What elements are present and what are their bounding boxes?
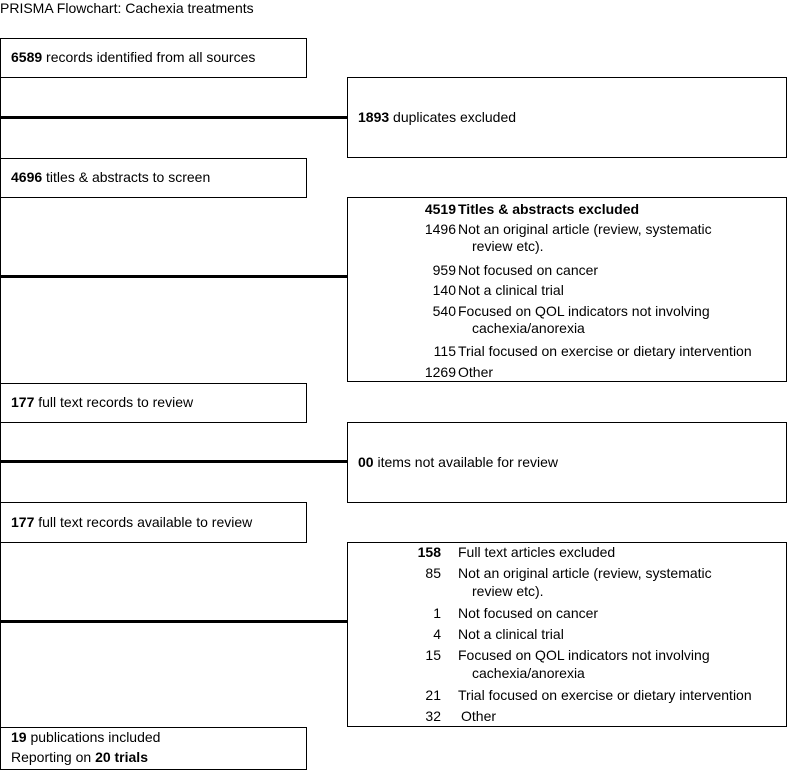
exclusion-count: 115 [433,343,456,359]
fulltext-exclusions-total: 158 [417,544,441,560]
connector-horizontal-not-available [0,460,348,463]
full-text-text: full text records to review [38,394,194,410]
exclusion-label-cont: review etc). [472,583,544,599]
connector-vertical-2 [0,198,1,383]
exclusion-label: Other [461,708,497,724]
connector-vertical-4 [0,543,1,727]
duplicates-text: duplicates excluded [393,109,517,125]
exclusion-count: 1269 [424,364,456,380]
exclusion-label: Not a clinical trial [458,282,564,298]
diagram-title: PRISMA Flowchart: Cachexia treatments [0,0,254,16]
exclusion-label-cont: cachexia/anorexia [472,665,585,681]
included-trials: 20 trials [95,749,148,765]
duplicates-box [347,77,787,158]
included-count: 19 [11,729,27,745]
exclusion-count: 21 [425,687,441,703]
exclusion-label: Not an original article (review, systematic [458,565,712,581]
connector-horizontal-duplicates [0,116,348,119]
not-available-box [347,422,787,503]
full-text-box [0,383,307,423]
identified-count: 6589 [11,49,43,65]
exclusion-label: Not an original article (review, systematic [458,221,712,237]
available-box [0,502,307,543]
screen-box [0,158,307,198]
title-exclusions-heading: Titles & abstracts excluded [458,201,640,217]
fulltext-exclusions-heading: Full text articles excluded [458,544,616,560]
exclusion-count: 140 [432,282,456,298]
exclusion-label: Focused on QOL indicators not involving [458,303,710,319]
exclusion-label-cont: cachexia/anorexia [472,320,585,336]
screen-text: titles & abstracts to screen [46,169,211,185]
exclusion-label: Not focused on cancer [458,262,599,278]
title-exclusions-total: 4519 [424,201,456,217]
screen-count: 4696 [11,169,43,185]
exclusion-label-cont: review etc). [472,238,544,254]
title-exclusions-box [347,197,787,382]
available-text: full text records available to review [38,514,253,530]
exclusion-count: 4 [433,626,441,642]
connector-horizontal-title-exclusions [0,275,348,278]
identified-text: records identified from all sources [46,49,256,65]
exclusion-count: 1 [433,605,441,621]
exclusion-count: 959 [432,262,456,278]
exclusion-count: 1496 [424,221,456,237]
not-available-count: 00 [358,454,374,470]
connector-horizontal-fulltext-exclusions [0,620,348,623]
identified-box [0,38,307,78]
exclusion-label: Trial focused on exercise or dietary intervention [458,343,752,359]
full-text-count: 177 [11,394,35,410]
duplicates-count: 1893 [358,109,390,125]
exclusion-count: 15 [425,647,441,663]
exclusion-count: 540 [432,303,456,319]
exclusion-label: Other [458,364,494,380]
exclusion-label: Focused on QOL indicators not involving [458,647,710,663]
included-text: publications included [30,729,161,745]
included-line2-prefix: Reporting on [11,749,92,765]
exclusion-label: Not a clinical trial [458,626,564,642]
exclusion-label: Trial focused on exercise or dietary intervention [458,687,752,703]
exclusion-count: 85 [425,565,441,581]
exclusion-label: Not focused on cancer [458,605,599,621]
available-count: 177 [11,514,35,530]
not-available-text: items not available for review [377,454,558,470]
fulltext-exclusions-box [347,542,787,727]
included-box [0,727,307,770]
exclusion-count: 32 [425,708,441,724]
